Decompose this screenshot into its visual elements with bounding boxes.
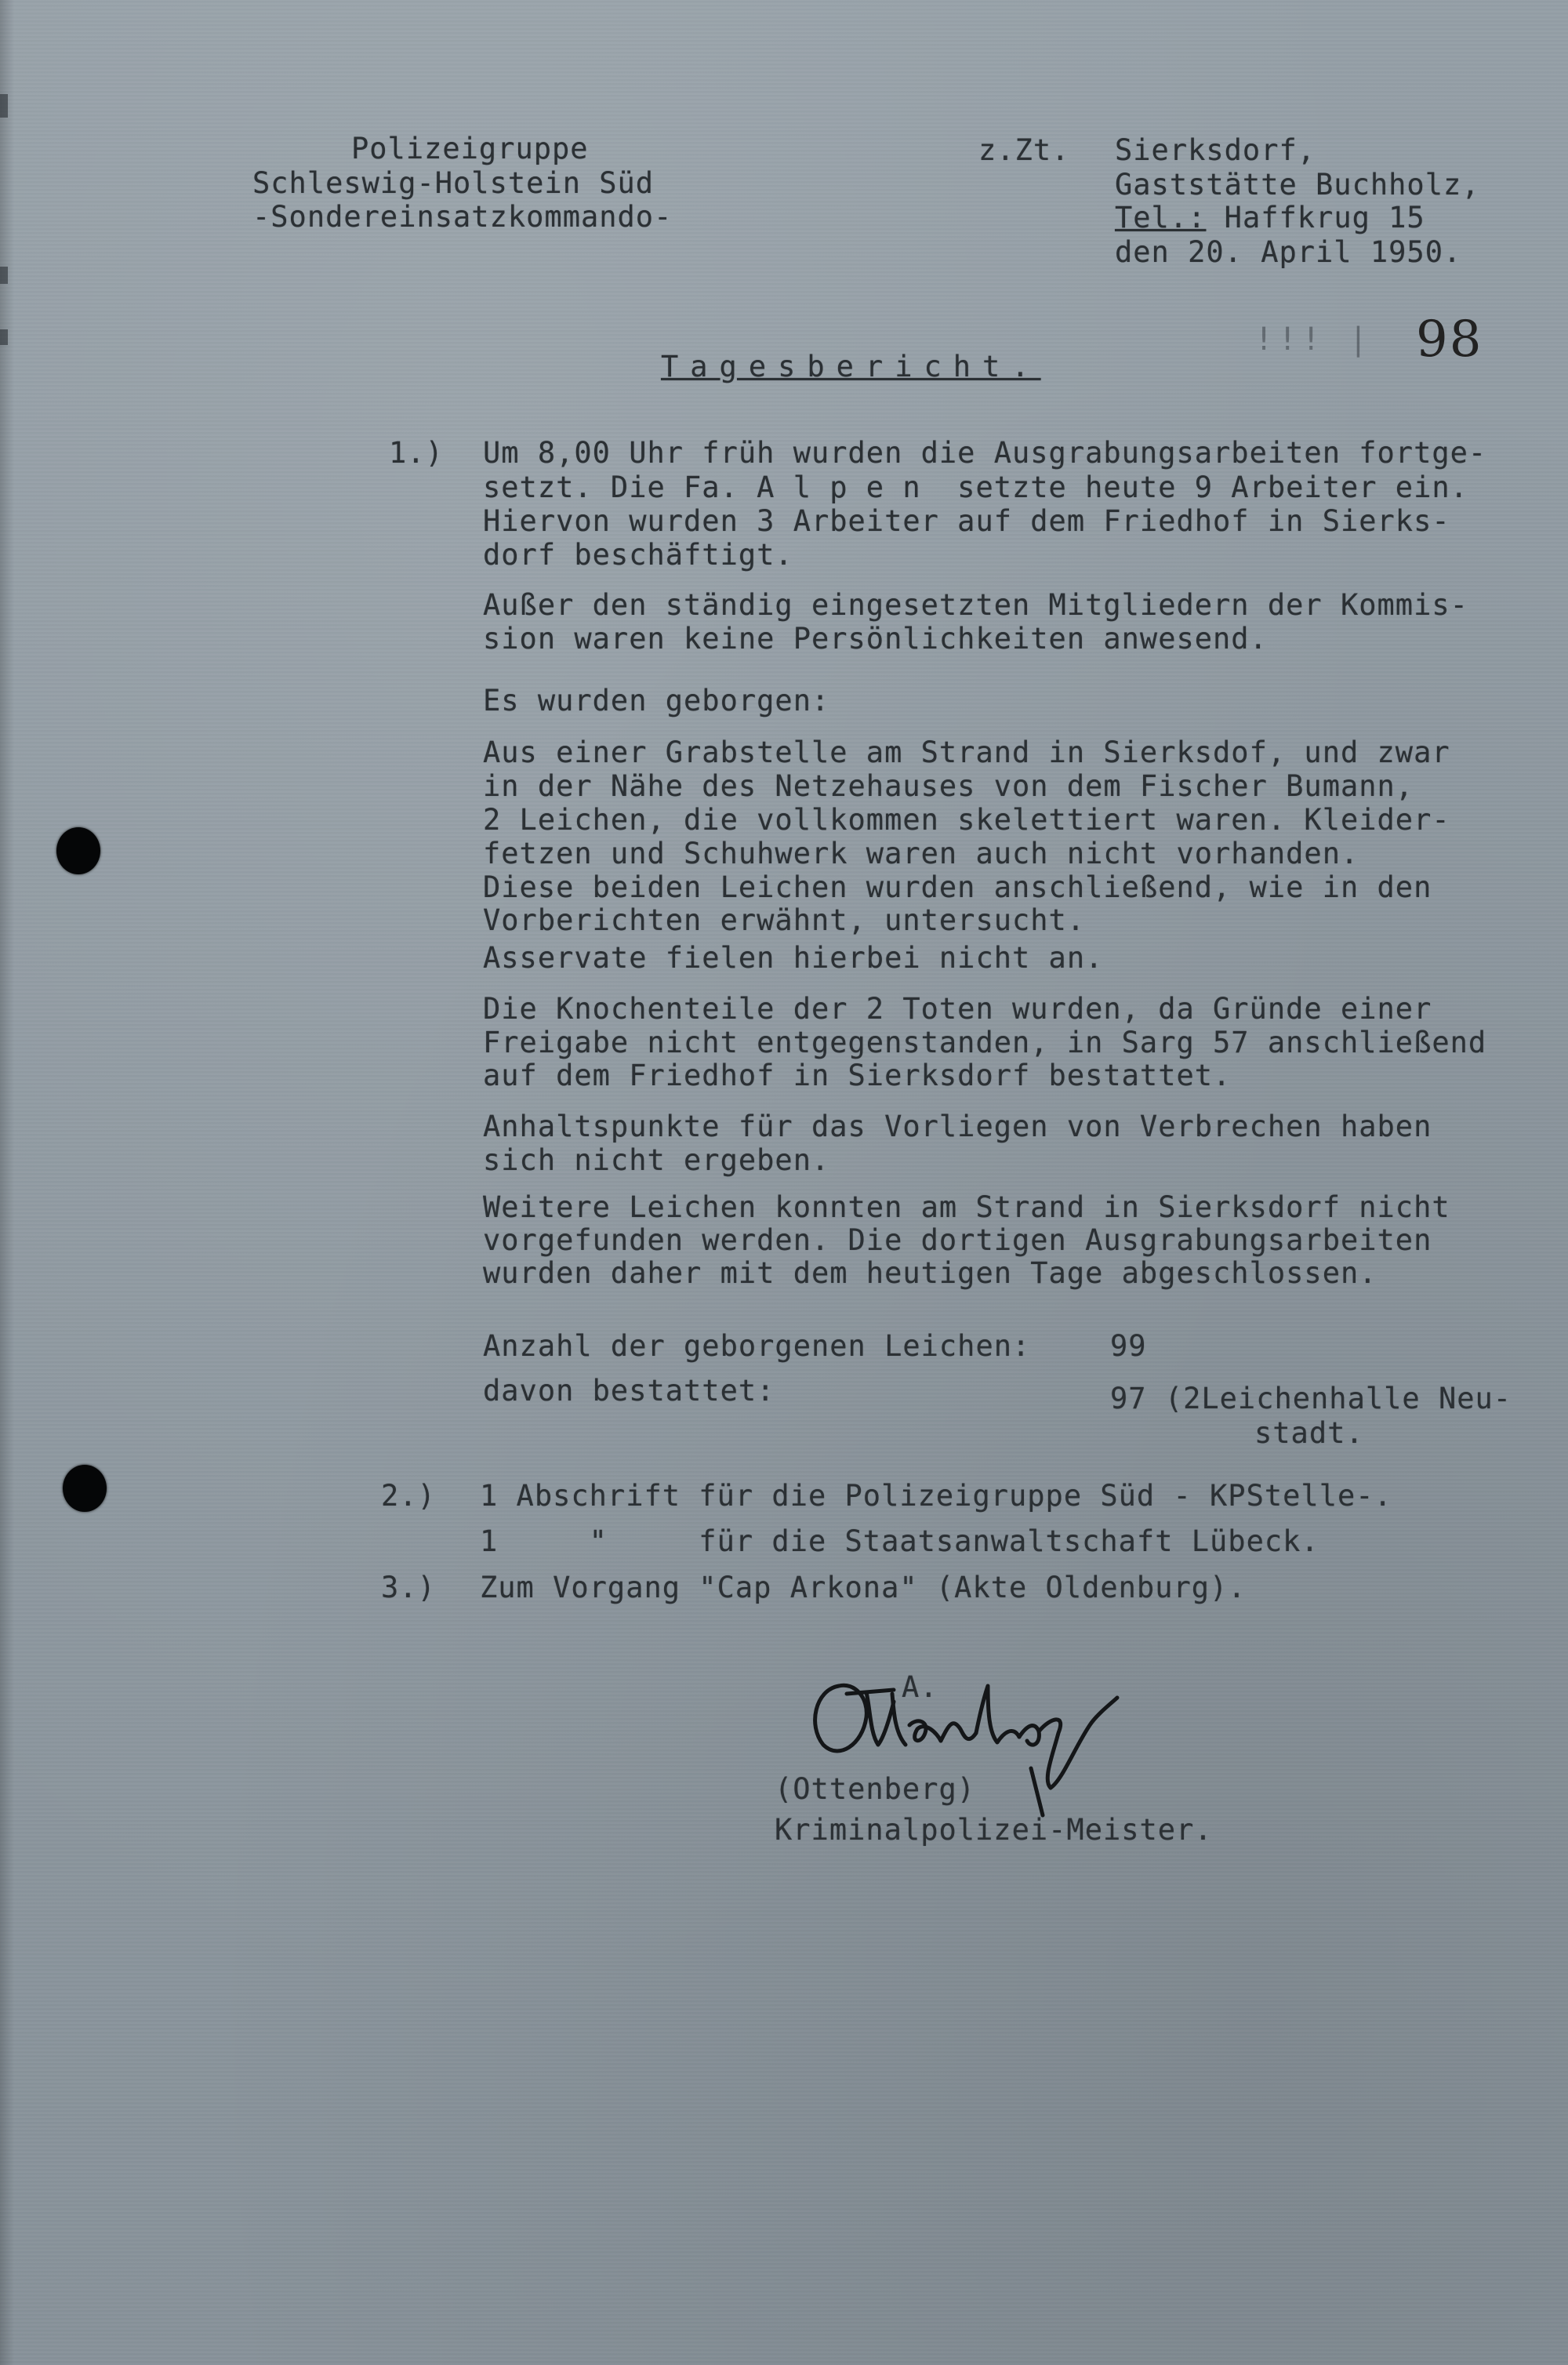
item2-line: 1 " für die Staatsanwaltschaft Lübeck. [480, 1524, 1319, 1558]
sender-line-1: Polizeigruppe [351, 132, 589, 165]
sender-line-2: Schleswig-Holstein Süd [252, 166, 655, 200]
faint-stamp-marks: !!! | [1254, 322, 1373, 358]
paragraph-line: Vorberichten erwähnt, untersucht. [483, 903, 1086, 937]
paragraph-line: sich nicht ergeben. [483, 1143, 830, 1177]
signature-name: (Ottenberg) [775, 1772, 976, 1806]
item-number-3: 3.) [381, 1571, 436, 1604]
recovered-count-value: 99 [1110, 1329, 1147, 1363]
paragraph-line: Es wurden geborgen: [483, 684, 830, 717]
page-number: 98 [1416, 311, 1483, 369]
paragraph-line: Aus einer Grabstelle am Strand in Sierksdof, und zwar [483, 736, 1450, 769]
signature-ia: A. [902, 1670, 938, 1704]
paragraph-line: sion waren keine Persönlichkeiten anwesend. [483, 622, 1268, 656]
item2-line: 1 Abschrift für die Polizeigruppe Süd - KPStelle-. [480, 1479, 1392, 1513]
edge-mark [0, 94, 8, 118]
punch-hole [56, 827, 100, 874]
paragraph-line: vorgefunden werden. Die dortigen Ausgrabungsarbeiten [483, 1223, 1432, 1257]
paragraph-line: Asservate fielen hierbei nicht an. [483, 941, 1104, 975]
paragraph-line: auf dem Friedhof in Sierksdorf bestattet. [483, 1059, 1232, 1092]
paragraph-line: in der Nähe des Netzehauses von dem Fischer Bumann, [483, 769, 1414, 803]
item1-line: dorf beschäftigt. [483, 538, 793, 572]
paragraph-line: Diese beiden Leichen wurden anschließend, wie in den [483, 870, 1432, 904]
paragraph-line: Außer den ständig eingesetzten Mitgliedern der Kommis- [483, 588, 1468, 622]
buried-count-value: 97 (2Leichenhalle Neu- [1110, 1382, 1512, 1415]
punch-hole [63, 1465, 107, 1512]
location-line-1: Sierksdorf, [1115, 133, 1316, 167]
item-number-2: 2.) [381, 1479, 436, 1513]
buried-count-note: stadt. [1254, 1416, 1364, 1450]
paragraph-line: fetzen und Schuhwerk waren auch nicht vorhanden. [483, 837, 1359, 870]
paragraph-line: Freigabe nicht entgegenstanden, in Sarg 57 anschließend [483, 1026, 1487, 1059]
signature-rank: Kriminalpolizei-Meister. [775, 1813, 1213, 1847]
phone-line [1115, 201, 1425, 234]
sender-line-3: -Sondereinsatzkommando- [252, 200, 673, 234]
item1-line: setzt. Die Fa. A l p e n setzte heute 9 Arbeiter ein. [483, 470, 1468, 504]
item1-line: Hiervon wurden 3 Arbeiter auf dem Friedhof in Sierks- [483, 504, 1450, 538]
paragraph-line: Anhaltspunkte für das Vorliegen von Verbrechen haben [483, 1110, 1432, 1143]
edge-mark [0, 267, 8, 284]
zzt-label: z.Zt. [978, 133, 1070, 167]
paragraph-line: wurden daher mit dem heutigen Tage abgeschlossen. [483, 1256, 1377, 1290]
paragraph-line: 2 Leichen, die vollkommen skelettiert waren. Kleider- [483, 803, 1450, 837]
buried-count-label: davon bestattet: [483, 1374, 775, 1408]
document-title: Tagesbericht. [661, 350, 1041, 383]
item3-line: Zum Vorgang "Cap Arkona" (Akte Oldenburg). [480, 1571, 1247, 1604]
recovered-count-label: Anzahl der geborgenen Leichen: [483, 1329, 1031, 1363]
phone-label: Tel.: [1115, 201, 1207, 234]
item-number-1: 1.) [389, 436, 444, 470]
edge-mark [0, 329, 8, 345]
location-line-2: Gaststätte Buchholz, [1115, 168, 1480, 202]
paragraph-line: Weitere Leichen konnten am Strand in Sierksdorf nicht [483, 1190, 1450, 1224]
item1-line: Um 8,00 Uhr früh wurden die Ausgrabungsarbeiten fortge- [483, 436, 1487, 470]
date-line: den 20. April 1950. [1115, 235, 1462, 269]
paragraph-line: Die Knochenteile der 2 Toten wurden, da Gründe einer [483, 992, 1432, 1026]
phone-number: Haffkrug 15 [1224, 201, 1425, 234]
